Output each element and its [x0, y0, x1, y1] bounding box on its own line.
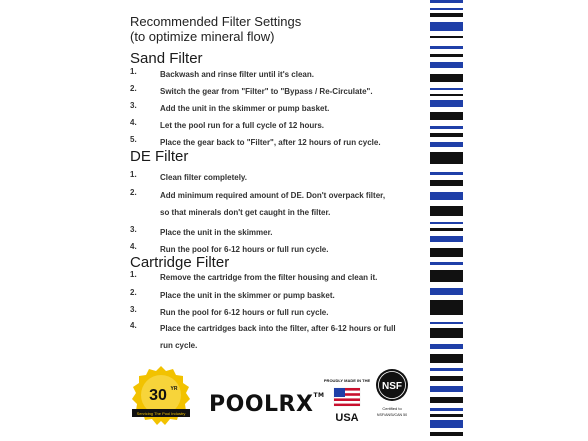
- made-in-usa-badge: [323, 376, 371, 426]
- de-filter-heading: DE Filter: [130, 148, 189, 165]
- step-text: Place the unit in the skimmer.: [160, 228, 273, 237]
- step-text: Place the cartridges back into the filter, after 6-12 hours or full: [160, 324, 396, 333]
- step-number: 5.: [130, 135, 137, 144]
- cartridge-filter-heading: Cartridge Filter: [130, 254, 230, 271]
- step-number: 2.: [130, 288, 137, 297]
- decorative-stripes: [430, 0, 463, 441]
- title-line-2: (to optimize mineral flow): [130, 29, 275, 44]
- nsf-certification-badge: [372, 367, 412, 427]
- badge-caption: Servicing The Pool Industry: [136, 411, 186, 416]
- title-line-1: Recommended Filter Settings: [130, 14, 302, 29]
- step-text: Place the gear back to "Filter", after 12 hours of run cycle.: [160, 138, 381, 147]
- sand-filter-heading: Sand Filter: [130, 50, 203, 67]
- step-number: 1.: [130, 170, 137, 179]
- step-number: 2.: [130, 188, 137, 197]
- usa-top-text: PROUDLY MADE IN THE: [323, 378, 371, 383]
- step-number: 4.: [130, 118, 137, 127]
- step-text: Backwash and rinse filter until it's clean.: [160, 70, 314, 79]
- step-number: 4.: [130, 321, 137, 330]
- usa-label: USA: [335, 412, 359, 424]
- badge-number: 30: [149, 387, 167, 404]
- 30-year-badge: [130, 365, 192, 427]
- step-text: Run the pool for 6-12 hours or full run cycle.: [160, 245, 329, 254]
- step-text-continued: so that minerals don't get caught in the filter.: [160, 208, 331, 217]
- brand-logo: [209, 392, 325, 417]
- nsf-standard-text: NSF/ANSI/CAN 50: [376, 413, 408, 417]
- step-number: 3.: [130, 305, 137, 314]
- nsf-cert-text: Certified to: [382, 406, 402, 411]
- step-number: 2.: [130, 84, 137, 93]
- nsf-logo-text: NSF: [382, 381, 402, 392]
- step-text: Add the unit in the skimmer or pump basket.: [160, 104, 330, 113]
- step-number: 1.: [130, 67, 137, 76]
- step-text: Place the unit in the skimmer or pump basket.: [160, 291, 335, 300]
- step-number: 1.: [130, 270, 137, 279]
- step-text: Switch the gear from "Filter" to "Bypass / Re-Circulate".: [160, 87, 373, 96]
- step-number: 4.: [130, 242, 137, 251]
- step-text: Add minimum required amount of DE. Don't overpack filter,: [160, 191, 386, 200]
- step-number: 3.: [130, 101, 137, 110]
- step-text: Run the pool for 6-12 hours or full run cycle.: [160, 308, 329, 317]
- step-number: 3.: [130, 225, 137, 234]
- us-flag-icon: [334, 388, 360, 406]
- brand-name: POOLRX: [209, 392, 314, 417]
- badge-suffix: YR: [170, 386, 178, 392]
- step-text: Let the pool run for a full cycle of 12 hours.: [160, 121, 325, 130]
- step-text: Clean filter completely.: [160, 173, 247, 182]
- trademark: TM: [313, 392, 325, 399]
- step-text: Remove the cartridge from the filter housing and clean it.: [160, 273, 378, 282]
- page-title: [130, 14, 301, 44]
- step-text-continued: run cycle.: [160, 341, 198, 350]
